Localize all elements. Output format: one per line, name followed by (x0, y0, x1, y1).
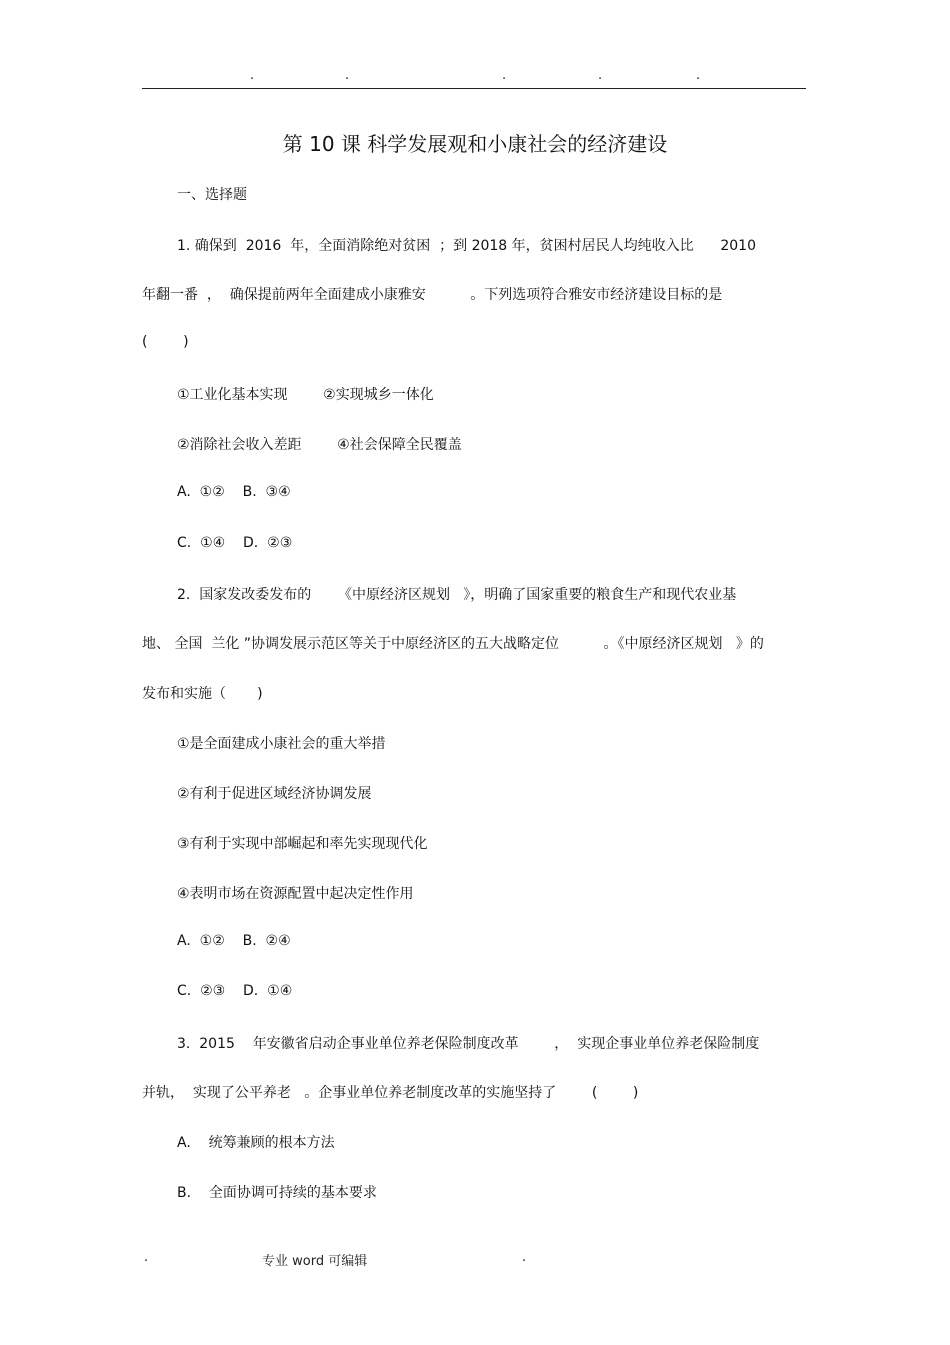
footer-text: 专业 word 可编辑 (262, 1254, 368, 1269)
question-2-option: ③有利于实现中部崛起和率先实现现代化 (177, 836, 428, 852)
question-2-text: 地、 全国 兰化 ”协调发展示范区等关于中原经济区的五大战略定位 。《中原经济区规划 》的 (142, 636, 764, 652)
question-2-answer-cd: C. ②③ D. ①④ (177, 983, 293, 999)
question-2-text: 2. 国家发改委发布的 《中原经济区规划 》，明确了国家重要的粮食生产和现代农业基 (177, 587, 737, 603)
question-1-text: 年翻一番 ， 确保提前两年全面建成小康雅安 。下列选项符合雅安市经济建设目标的是 (142, 287, 723, 303)
question-1-option-line: ①工业化基本实现 ②实现城乡一体化 (177, 387, 434, 403)
header-dots (0, 68, 950, 82)
footer-dot: . (522, 1250, 527, 1265)
page-title: 第 10 课 科学发展观和小康社会的经济建设 (282, 132, 668, 156)
header-rule (142, 88, 806, 89)
question-2-text: 发布和实施（ ) (142, 686, 263, 702)
footer-dot: . (144, 1250, 149, 1265)
header-dot: . (598, 68, 603, 83)
question-1-answer-cd: C. ①④ D. ②③ (177, 535, 293, 551)
header-dot: . (696, 68, 701, 83)
section-heading: 一、选择题 (177, 187, 247, 203)
question-1-text: 1. 确保到 2016 年，全面消除绝对贫困 ；到 2018 年，贫困村居民人均纯收入比 2010 (177, 238, 756, 254)
question-2-answer-ab: A. ①② B. ②④ (177, 933, 291, 949)
header-dot: . (345, 68, 350, 83)
header-dot: . (250, 68, 255, 83)
header-dot: . (502, 68, 507, 83)
question-1-blank: ( ) (142, 334, 189, 350)
question-2-option: ④表明市场在资源配置中起决定性作用 (177, 886, 414, 902)
question-1-option-line: ②消除社会收入差距 ④社会保障全民覆盖 (177, 437, 462, 453)
question-3-option-a: A. 统筹兼顾的根本方法 (177, 1135, 335, 1151)
question-2-option: ②有利于促进区域经济协调发展 (177, 786, 372, 802)
question-1-answer-ab: A. ①② B. ③④ (177, 484, 291, 500)
question-3-option-b: B. 全面协调可持续的基本要求 (177, 1185, 377, 1201)
question-3-text: 3. 2015 年安徽省启动企事业单位养老保险制度改革 ， 实现企事业单位养老保险制度 (177, 1036, 760, 1052)
question-2-option: ①是全面建成小康社会的重大举措 (177, 736, 386, 752)
question-3-text: 并轨， 实现了公平养老 。企事业单位养老制度改革的实施坚持了 ( ) (142, 1085, 639, 1101)
